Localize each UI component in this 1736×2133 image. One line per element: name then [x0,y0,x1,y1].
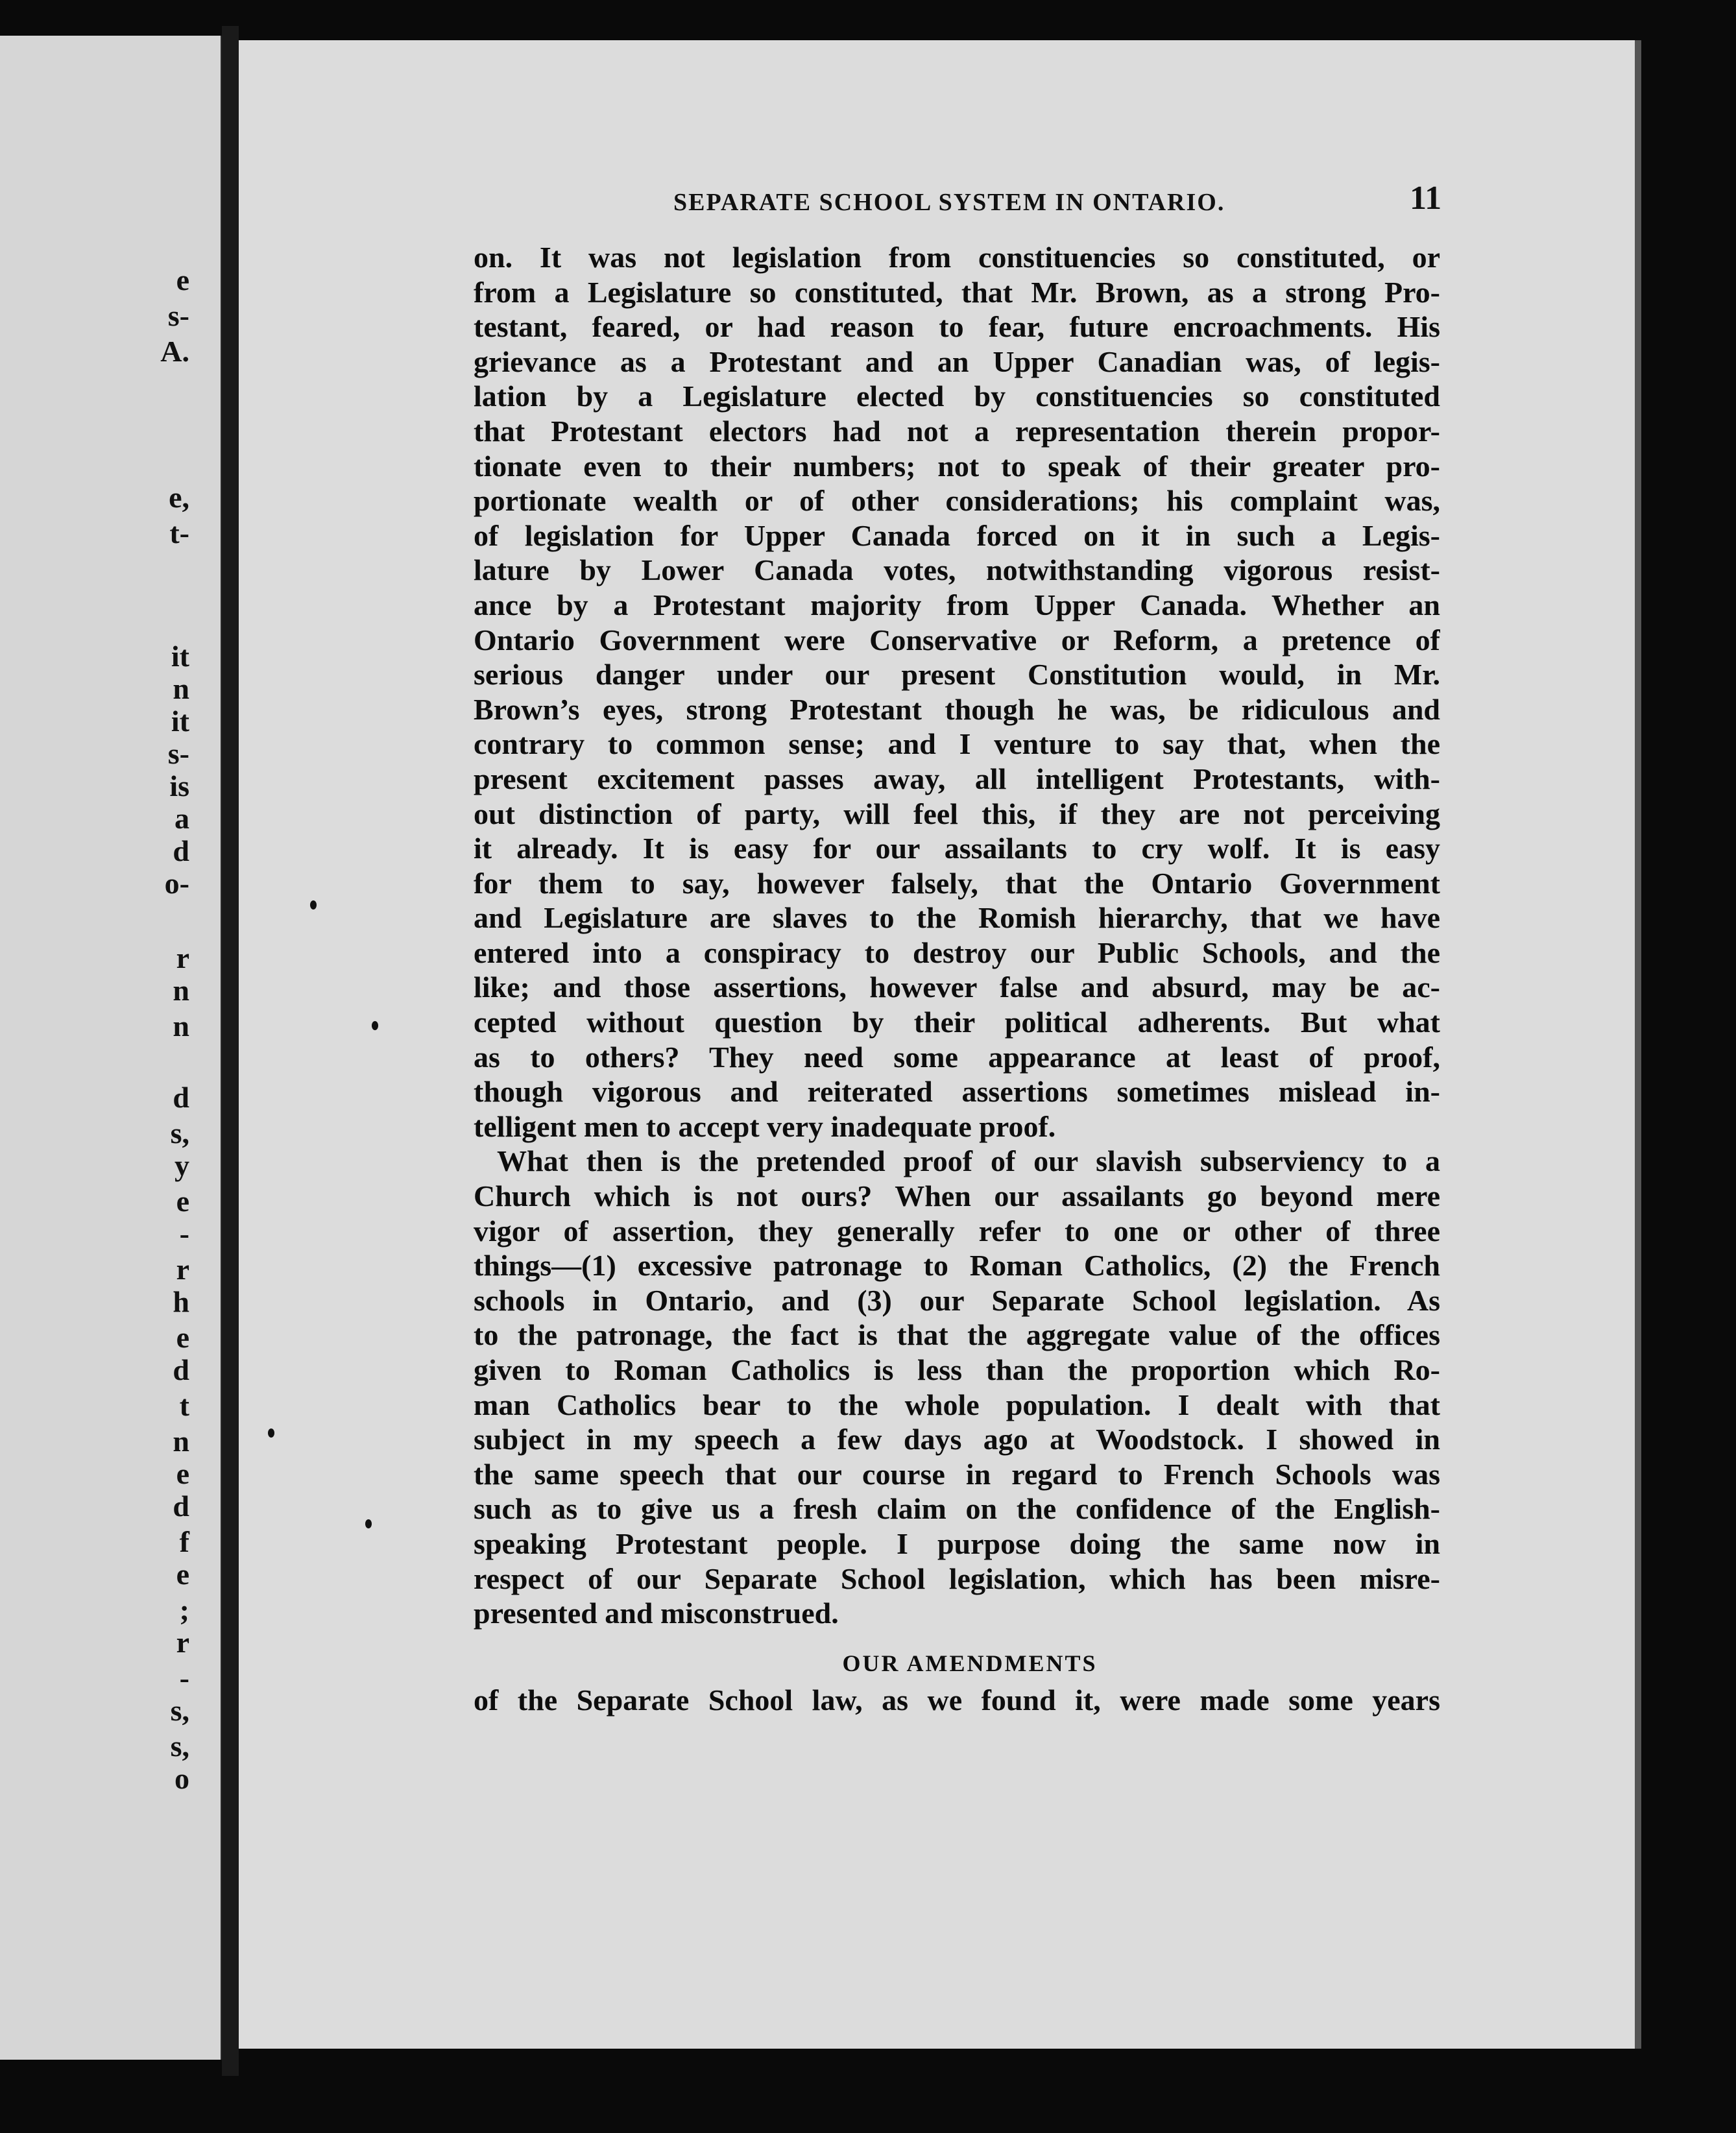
left-page-fragment: r [176,1626,189,1659]
left-page-fragment: e [176,1185,189,1218]
left-page-fragment: s, [170,1694,189,1727]
text-line: and Legislature are slaves to the Romish hierarchy, that we have [474,901,1440,935]
text-line: What then is the pretended proof of our slavish subserviency to a [497,1144,1440,1178]
text-line: schools in Ontario, and (3) our Separate School legislation. As [474,1283,1440,1317]
text-line: present excitement passes away, all intelligent Protestants, with- [474,762,1440,795]
page-number: 11 [1410,180,1442,217]
left-page-fragment: - [179,1217,189,1250]
left-page-fragment: d [173,1489,189,1523]
page-header [239,170,1641,222]
left-page-fragment: e [176,263,189,296]
left-page-fragment: r [176,941,189,974]
left-page-fragment: e, [169,481,189,514]
text-line: entered into a conspiracy to destroy our Public Schools, and the [474,935,1440,969]
left-page-fragment: n [173,1425,189,1458]
text-line: as to others? They need some appearance at least of proof, [474,1040,1440,1074]
left-page-fragment: A. [160,335,189,368]
text-line: Church which is not ours? When our assailants go beyond mere [474,1179,1440,1213]
left-page-fragment: f [179,1525,189,1558]
text-line: ance by a Protestant majority from Upper Canada. Whether an [474,588,1440,621]
text-line: Ontario Government were Conservative or Reform, a pretence of [474,623,1440,657]
text-line: telligent men to accept very inadequate proof. [474,1109,1056,1143]
body-text [474,240,1440,1717]
text-line: the same speech that our course in regard to French Schools was [474,1457,1440,1491]
book-gutter [222,26,239,2076]
left-page-fragment: o [175,1762,189,1795]
text-line: lation by a Legislature elected by constituencies so constituted [474,380,1440,413]
ink-speck [268,1428,274,1438]
left-page-fragment: o- [164,867,189,900]
text-line: vigor of assertion, they generally refer to one or other of three [474,1214,1440,1247]
left-page-fragment: s, [170,1729,189,1763]
text-line: contrary to common sense; and I venture to say that, when the [474,727,1440,761]
text-line: given to Roman Catholics is less than the proportion which Ro- [474,1353,1440,1386]
left-page-fragment: e [176,1321,189,1354]
ink-speck [310,900,317,910]
text-line: lature by Lower Canada votes, notwithstanding vigorous resist- [474,553,1440,587]
text-line: to the patronage, the fact is that the aggregate value of the offices [474,1318,1440,1352]
left-page-fragment: y [175,1149,189,1182]
text-line: Brown’s eyes, strong Protestant though he was, be ridiculous and [474,692,1440,726]
left-page-text-fragments [0,36,201,2060]
text-line: speaking Protestant people. I purpose doing the same now in [474,1526,1440,1560]
left-page-fragment: e [176,1558,189,1591]
text-line: such as to give us a fresh claim on the confidence of the English- [474,1492,1440,1526]
left-page-fragment: n [173,974,189,1007]
left-page-fragment: n [173,672,189,705]
text-line: man Catholics bear to the whole population. I dealt with that [474,1388,1440,1421]
text-line: grievance as a Protestant and an Upper Canadian was, of legis- [474,344,1440,378]
text-line: from a Legislature so constituted, that Mr. Brown, as a strong Pro- [474,275,1440,309]
left-page-fragment: h [173,1285,189,1318]
left-page-fragment: e [176,1457,189,1490]
ink-speck [365,1519,372,1528]
text-line: things—(1) excessive patronage to Roman Catholics, (2) the French [474,1249,1440,1283]
text-line: cepted without question by their political adherents. But what [474,1006,1440,1039]
ink-speck [372,1021,378,1030]
left-page-fragment: s, [170,1116,189,1150]
left-page [0,36,224,2060]
text-line: it already. It is easy for our assailants to cry wolf. It is easy [474,832,1440,865]
right-page [239,40,1641,2049]
left-page-fragment: t [179,1389,189,1422]
left-page-fragment: it [171,640,189,673]
paragraph-2 [474,1144,1440,1630]
left-page-fragment: ; [179,1593,189,1626]
text-line: testant, feared, or had reason to fear, future encroachments. His [474,310,1440,344]
text-line: presented and misconstrued. [474,1597,839,1630]
text-line: like; and those assertions, however false and absurd, may be ac- [474,970,1440,1004]
left-page-fragment: d [173,1353,189,1386]
text-line: that Protestant electors had not a representation therein propor- [474,414,1440,448]
left-page-fragment: t- [169,516,189,549]
left-page-fragment: d [173,834,189,867]
text-line: though vigorous and reiterated assertions sometimes mislead in- [474,1075,1440,1109]
text-line: portionate wealth or of other considerations; his complaint was, [474,484,1440,518]
text-line: serious danger under our present Constitution would, in Mr. [474,658,1440,692]
text-line: for them to say, however falsely, that the Ontario Government [474,866,1440,900]
left-page-fragment: it [171,705,189,738]
left-page-fragment: n [173,1009,189,1042]
left-page-fragment: is [169,769,189,802]
left-page-fragment: r [176,1253,189,1286]
text-line: subject in my speech a few days ago at Woodstock. I showed in [474,1423,1440,1456]
paragraph-3 [474,1683,1440,1718]
page-edge [1635,40,1641,2049]
text-line: respect of our Separate School legislation, which has been misre- [474,1561,1440,1595]
left-page-fragment: s- [167,299,189,332]
left-page-fragment: a [175,802,189,835]
text-line: on. It was not legislation from constituencies so constituted, or [474,241,1440,274]
paragraph-1 [474,240,1440,1144]
text-line: out distinction of party, will feel this, if they are not perceiving [474,797,1440,830]
running-title: SEPARATE SCHOOL SYSTEM IN ONTARIO. [673,189,1225,216]
text-line: of the Separate School law, as we found it, were made some years [474,1683,1440,1717]
left-page-fragment: s- [167,737,189,770]
section-heading: OUR AMENDMENTS [842,1650,1098,1676]
left-page-fragment: - [179,1661,189,1694]
left-page-fragment: d [173,1081,189,1114]
text-line: of legislation for Upper Canada forced on it in such a Legis- [474,518,1440,552]
text-line: tionate even to their numbers; not to speak of their greater pro- [474,449,1440,483]
